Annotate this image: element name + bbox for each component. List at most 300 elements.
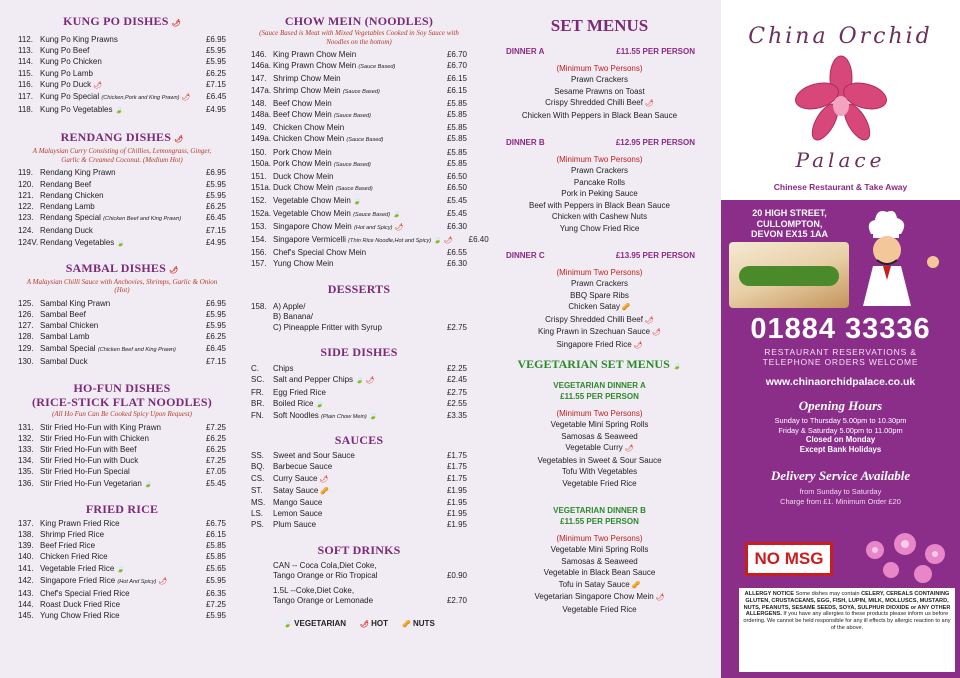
item-price: £1.95	[446, 497, 467, 507]
food-photo	[729, 242, 849, 308]
item-number: SC.	[251, 375, 265, 385]
item-price: £1.75	[446, 473, 467, 483]
item-number: LS.	[251, 509, 264, 519]
opening-hours-title: Opening Hours	[798, 398, 883, 413]
set-item	[486, 86, 713, 98]
dessert-lines	[273, 302, 431, 334]
rendang-list	[18, 167, 226, 248]
item-name: Egg Fried Rice	[273, 387, 326, 397]
item-name: Shrimp Chow Mein	[273, 74, 341, 84]
item-price: £5.45	[446, 196, 467, 206]
reservations-text	[721, 347, 960, 367]
chowmein-title: CHOW MEIN (NOODLES)	[284, 14, 434, 28]
item-number: 149a.	[251, 134, 272, 144]
item-name: Chef's Special Fried Rice	[40, 589, 130, 598]
menu-item-row	[18, 599, 226, 610]
item-number: 146a.	[251, 61, 272, 71]
set-item	[486, 326, 713, 339]
item-name-cell	[273, 234, 453, 247]
item-number: 147a.	[251, 85, 272, 95]
item-name: Singapore Chow Mein	[273, 221, 352, 231]
item-name: Vegetable Chow Mein	[273, 196, 351, 206]
item-name: Stir Fried Ho-Fun Vegetarian	[40, 478, 142, 488]
item-name: Pork Chow Mein	[273, 147, 332, 157]
item-number: ST.	[251, 485, 263, 495]
set-name: DINNER C	[506, 251, 545, 260]
delivery-line-2: Charge from £1. Minimum Order £20	[780, 496, 901, 506]
item-name-cell	[40, 91, 190, 104]
item-name-cell	[40, 540, 190, 551]
set-item-text: Sesame Prawns on Toast	[554, 86, 645, 96]
chili-icon: 🌶	[642, 316, 654, 324]
item-name: Kung Po Beef	[40, 46, 90, 56]
item-price: £1.95	[446, 509, 467, 519]
item-price: £1.95	[446, 485, 467, 495]
orchid-flowers-icon	[855, 530, 955, 590]
item-price: £7.25	[205, 456, 226, 466]
allergy-text: Some dishes may contain	[795, 591, 860, 597]
item-price: £6.75	[205, 518, 226, 528]
item-name-cell	[273, 247, 431, 258]
set-name: DINNER A	[506, 47, 545, 56]
item-price: £2.55	[446, 398, 467, 408]
leaf-icon: 🍃	[350, 198, 362, 206]
item-name-cell	[40, 599, 190, 610]
item-name: Chips	[273, 364, 294, 374]
sides-title: SIDE DISHES	[320, 345, 398, 360]
leaf-icon: 🍃	[390, 210, 401, 218]
menu-item-row	[18, 298, 226, 309]
chili-icon: 🌶	[631, 341, 643, 349]
dinner-b	[486, 137, 713, 234]
item-number: 145.	[18, 611, 34, 621]
item-name-cell	[40, 478, 190, 490]
item-number: 146.	[251, 50, 267, 59]
set-item-text: King Prawn in Szechuan Sauce	[538, 327, 651, 336]
item-name: Soft Noodles	[273, 410, 319, 420]
menu-item-row	[251, 374, 467, 386]
item-number: 138.	[18, 529, 34, 539]
item-name-cell	[273, 60, 431, 73]
item-note: (Sauce Based)	[353, 211, 391, 218]
menu-item-row	[18, 104, 226, 116]
item-price: £6.95	[205, 298, 226, 308]
item-name-cell	[40, 34, 190, 45]
menu-item-row	[251, 133, 467, 146]
leaf-icon: 🍃	[112, 107, 124, 115]
nut-icon: 🥜	[619, 304, 631, 311]
set-item	[486, 177, 713, 189]
item-price: £6.25	[205, 332, 226, 342]
item-price: £6.50	[446, 183, 467, 193]
item-name-cell	[40, 563, 190, 575]
item-price: £5.95	[205, 57, 226, 67]
item-price: £2.45	[446, 375, 467, 385]
item-price: £5.95	[205, 611, 226, 621]
menu-item-row	[18, 444, 226, 455]
legend-nuts: 🥜 NUTS	[402, 618, 435, 628]
set-item-text: Vegetable Fried Rice	[562, 478, 637, 488]
item-name: Boiled Rice	[273, 398, 314, 408]
item-price: £7.15	[205, 79, 226, 89]
chili-icon: 🌶	[622, 445, 634, 452]
item-number: BQ.	[251, 462, 265, 472]
item-number: 133.	[18, 444, 34, 454]
hofun-subtitle: (All Ho Fun Can Be Cooked Spicy Upon Request)	[52, 410, 192, 419]
menu-item-row	[251, 158, 467, 171]
item-number: 126.	[18, 310, 34, 320]
item-name: Rendang Beef	[40, 179, 92, 189]
set-item-text: Vegetable in Black Bean Sauce	[543, 568, 656, 577]
menu-item-row	[251, 387, 467, 398]
logo-text-bottom: Palace	[795, 148, 886, 172]
item-name-cell	[273, 508, 431, 519]
item-number: PS.	[251, 520, 264, 530]
item-name-cell	[40, 212, 190, 225]
set-item-text: Pancake Rolls	[573, 177, 626, 187]
delivery-title: Delivery Service Available	[770, 468, 911, 483]
menu-item-row	[251, 60, 467, 73]
sambal-subtitle: A Malaysian Chilli Sauce with Anchovies, Shrimps, Garlic & Onion (Hot)	[26, 277, 218, 295]
leaf-icon: 🍃	[283, 620, 292, 628]
item-price: £5.85	[205, 552, 226, 562]
item-name-cell	[40, 356, 190, 367]
item-name: King Prawn Fried Rice	[40, 518, 120, 528]
drink-bottle-line-2: Tango Orange or Lemonade	[273, 596, 374, 606]
set-item	[486, 188, 713, 200]
item-name: Lemon Sauce	[273, 509, 323, 519]
item-name-cell	[40, 575, 190, 588]
address-line-3: DEVON EX15 1AA	[751, 229, 829, 239]
item-name-cell	[273, 98, 431, 109]
set-price: £11.55 PER PERSON	[560, 392, 639, 401]
set-item	[486, 544, 713, 556]
set-item-text: Chicken Satay	[568, 302, 620, 311]
set-item	[486, 301, 713, 314]
item-name-cell	[40, 190, 190, 201]
item-number: 140.	[18, 552, 34, 562]
item-number: 121.	[18, 190, 34, 200]
menu-item-row	[251, 497, 467, 508]
menu-item-row	[18, 225, 226, 236]
set-item-text: Pork in Peking Sauce	[561, 189, 638, 198]
set-item	[486, 579, 713, 592]
set-minimum: (Minimum Two Persons)	[556, 155, 643, 164]
item-name: Chef's Special Chow Mein	[273, 248, 367, 258]
sauces-title: SAUCES	[334, 433, 384, 448]
friedrice-list	[18, 518, 226, 622]
menu-item-row	[18, 540, 226, 551]
menu-item-row	[251, 519, 467, 530]
item-price: £6.55	[446, 248, 467, 258]
item-number: 130.	[18, 356, 34, 366]
item-name: Duck Chow Mein	[273, 172, 334, 182]
item-number: 131.	[18, 422, 34, 432]
item-number: 112.	[18, 35, 33, 44]
item-price: £6.50	[446, 172, 467, 182]
item-name-cell	[40, 179, 190, 190]
item-name: Sambal King Prawn	[40, 298, 111, 308]
menu-item-row	[18, 331, 226, 342]
menu-item-row	[251, 109, 467, 122]
item-price: £5.85	[446, 158, 467, 168]
item-number: 141.	[18, 563, 34, 573]
menu-item-row	[18, 56, 226, 67]
menu-item-row	[18, 551, 226, 562]
item-price: £7.15	[205, 356, 226, 366]
item-number: 132.	[18, 433, 34, 443]
item-name-cell	[40, 455, 190, 466]
item-name-cell	[40, 343, 190, 356]
menu-item-row	[18, 45, 226, 56]
item-name-cell	[40, 56, 190, 67]
menu-column-1	[0, 0, 240, 678]
nut-icon: 🥜	[402, 620, 411, 628]
set-item	[486, 110, 713, 122]
item-price: £5.85	[446, 134, 467, 144]
set-item	[486, 466, 713, 478]
item-name: Vegetable Chow Mein	[273, 208, 351, 218]
drink-can-line-1: CAN -- Coca Cola,Diet Coke,	[273, 560, 377, 570]
item-name: Kung Po Lamb	[40, 68, 93, 78]
hours-line-1: Sunday to Thursday 5.00pm to 10.30pm	[774, 416, 907, 425]
item-number: 116.	[18, 79, 33, 89]
menu-item-row	[18, 575, 226, 588]
item-number: 125.	[18, 298, 34, 308]
item-name-cell	[40, 551, 190, 562]
set-price: £11.55 PER PERSON	[616, 47, 695, 56]
item-note: (Sauce Based)	[358, 64, 396, 71]
drink-can-price: £0.90	[446, 571, 467, 581]
item-name-cell	[273, 73, 431, 84]
item-name-cell	[40, 331, 190, 342]
set-name: DINNER B	[506, 138, 545, 147]
set-item-text: BBQ Spare Ribs	[570, 290, 629, 300]
item-number: 151.	[251, 172, 267, 182]
item-number: 124V.	[18, 237, 39, 247]
set-header	[486, 380, 713, 402]
menu-item-row	[251, 49, 467, 60]
item-name-cell	[40, 309, 190, 320]
item-name: Rendang Special	[40, 213, 101, 223]
item-name-cell	[273, 85, 431, 98]
item-price: £6.30	[446, 259, 467, 269]
leaf-icon: 🍃	[313, 400, 325, 408]
logo-text-top: China Orchid	[748, 24, 933, 49]
item-name-cell	[273, 49, 431, 60]
item-note: (Sauce Based)	[333, 113, 371, 120]
set-item-text: Vegetable Mini Spring Rolls	[550, 545, 649, 554]
menu-item-row	[18, 343, 226, 356]
menu-item-row	[251, 85, 467, 98]
opening-hours	[721, 416, 960, 454]
info-panel	[721, 200, 960, 678]
item-name-cell	[40, 422, 190, 433]
item-name: Chicken Chow Mein	[273, 123, 345, 133]
set-name: VEGETARIAN DINNER A	[553, 381, 646, 390]
item-name: Salt and Pepper Chips	[273, 375, 354, 385]
set-item	[486, 339, 713, 352]
item-name: Yung Chow Fried Rice	[40, 611, 120, 621]
reservations-line-1: RESTAURANT RESERVATIONS &	[764, 347, 917, 357]
item-price: £7.05	[205, 467, 226, 477]
item-number: 137.	[18, 518, 34, 528]
menu-item-row	[251, 147, 467, 158]
item-price: £5.95	[205, 46, 226, 56]
item-name: Sweet and Sour Sauce	[273, 451, 355, 461]
item-price: £2.75	[446, 322, 467, 332]
item-number: 120.	[18, 179, 34, 189]
item-note: (Chicken,Pork and King Prawn)	[101, 95, 180, 102]
item-number: MS.	[251, 497, 266, 507]
address-line-1: 20 HIGH STREET,	[752, 208, 827, 218]
set-item	[486, 419, 713, 431]
menu-item-row	[251, 171, 467, 182]
set-item-text: Tofu in Satay Sauce	[558, 579, 630, 589]
item-number: 135.	[18, 467, 34, 477]
item-name-cell	[40, 68, 190, 79]
set-item-text: Crispy Shredded Chilli Beef	[545, 314, 643, 324]
item-number: 152a.	[251, 208, 272, 218]
menu-item-row	[18, 167, 226, 178]
bank-holidays: Except Bank Holidays	[799, 444, 882, 454]
item-name-cell	[273, 147, 431, 158]
item-name-cell	[273, 122, 431, 133]
item-note: (Chicken Beef and King Prawn)	[103, 216, 182, 223]
item-note: (Chicken Beef and King Prawn)	[97, 346, 176, 353]
item-price: £7.15	[205, 226, 226, 236]
dinner-c	[486, 250, 713, 351]
menu-item-row	[251, 363, 467, 374]
item-name: Yung Chow Mein	[273, 259, 334, 269]
item-number: 157.	[251, 259, 267, 269]
logo-panel	[721, 0, 960, 200]
item-price: £6.45	[205, 343, 226, 353]
set-minimum: (Minimum Two Persons)	[556, 64, 643, 73]
allergy-tail: If you have any allergies to these products please inform us before ordering. We cannot be held responsible for any ill effects by allergic reaction to any of the above.	[743, 611, 951, 631]
nut-icon: 🥜	[629, 581, 641, 589]
item-price: £6.45	[205, 213, 226, 223]
item-name-cell	[40, 79, 190, 91]
item-name: Stir Fried Ho-Fun Special	[40, 467, 130, 477]
item-price: £2.75	[446, 387, 467, 397]
phone-number[interactable]: 01884 33336	[750, 313, 931, 345]
menu-item-row	[18, 201, 226, 212]
item-name: Shrimp Chow Mein	[273, 85, 341, 95]
menu-item-row	[251, 234, 489, 247]
item-name: Rendang Vegetables	[40, 237, 115, 247]
veg-dinner-b	[486, 505, 713, 615]
item-number: 156.	[251, 248, 267, 258]
drink-bottle-line-1: 1.5L --Coke,Diet Coke,	[273, 585, 355, 595]
item-name: Shrimp Fried Rice	[40, 529, 105, 539]
menu-item-row	[251, 398, 467, 410]
item-name: King Prawn Chow Mein	[273, 61, 357, 71]
item-price: £6.15	[446, 85, 467, 95]
hofun-list	[18, 422, 226, 490]
orchid-logo-icon	[795, 56, 887, 144]
item-note: (Plain Chow Mein)	[321, 413, 367, 420]
set-price: £13.95 PER PERSON	[615, 251, 695, 260]
item-price: £5.85	[446, 98, 467, 108]
item-name-cell	[40, 201, 190, 212]
info-column	[721, 0, 960, 678]
item-name-cell	[273, 133, 431, 146]
item-price: £7.25	[205, 422, 226, 432]
sambal-title: SAMBAL DISHES 🌶	[65, 260, 179, 275]
set-item-text: Vegetarian Singapore Chow Mein	[534, 592, 654, 601]
chili-icon: 🌶	[171, 19, 181, 27]
sambal-list	[18, 298, 226, 367]
item-name: Stir Fried Ho-Fun with Chicken	[40, 433, 149, 443]
item-name: Beef Chow Mein	[273, 98, 332, 108]
menu-item-row	[18, 529, 226, 540]
item-name: Kung Po King Prawns	[40, 35, 118, 44]
item-name: Chicken Chow Mein	[273, 134, 345, 144]
item-number: 118.	[18, 105, 33, 115]
item-name-cell	[273, 398, 431, 410]
item-price: £5.85	[446, 123, 467, 133]
drink-can-row	[251, 561, 467, 582]
closed-monday: Closed on Monday	[805, 435, 876, 445]
chowmein-list	[251, 49, 489, 270]
set-item-text: Singapore Fried Rice	[556, 339, 632, 349]
item-name-cell	[273, 519, 431, 530]
item-number: 122.	[18, 202, 34, 212]
item-name: Pork Chow Mein	[273, 158, 332, 168]
leaf-icon: 🍃	[672, 362, 682, 370]
menu-item-row	[18, 212, 226, 225]
set-item	[486, 200, 713, 212]
website-link[interactable]: www.chinaorchidpalace.co.uk	[765, 376, 916, 388]
item-number: 143.	[18, 589, 34, 598]
reservations-line-2: TELEPHONE ORDERS WELCOME	[762, 357, 919, 367]
set-item-text: Tofu With Vegetables	[561, 467, 638, 476]
set-item	[486, 604, 713, 616]
item-name-cell	[40, 444, 190, 455]
set-item	[486, 455, 713, 467]
desserts-title: DESSERTS	[327, 281, 391, 296]
menu-column-3	[478, 0, 721, 678]
set-item-text: Chicken with Cashew Nuts	[551, 212, 648, 221]
menu-item-row	[18, 237, 226, 249]
drink-bottle-price: £2.70	[446, 596, 467, 606]
item-number: 148.	[251, 98, 267, 108]
item-price: £6.15	[205, 529, 226, 539]
set-item	[486, 567, 713, 579]
item-price: £5.85	[205, 541, 226, 551]
chili-icon: 🌶	[91, 81, 102, 89]
chili-icon: 🌶	[174, 135, 184, 144]
item-name-cell	[40, 518, 190, 529]
set-item	[486, 290, 713, 302]
item-name: Duck Chow Mein	[273, 183, 334, 193]
item-note: (Hot and Spicy)	[353, 224, 393, 231]
veg-set-menus-title: VEGETARIAN SET MENUS 🍃	[517, 357, 682, 371]
set-item	[486, 97, 713, 110]
item-name: Sambal Chicken	[40, 321, 99, 331]
item-price: £6.25	[205, 433, 226, 443]
item-name-cell	[40, 610, 190, 621]
item-name: Kung Po Vegetables	[40, 105, 113, 115]
item-price: £6.25	[205, 202, 226, 212]
set-minimum: (Minimum Two Persons)	[556, 409, 643, 418]
menu-item-row	[251, 195, 467, 207]
set-item	[486, 478, 713, 490]
menu-item-row	[251, 508, 467, 519]
item-note: (Hot And Spicy)	[117, 578, 157, 585]
item-price: £3.35	[446, 410, 467, 420]
